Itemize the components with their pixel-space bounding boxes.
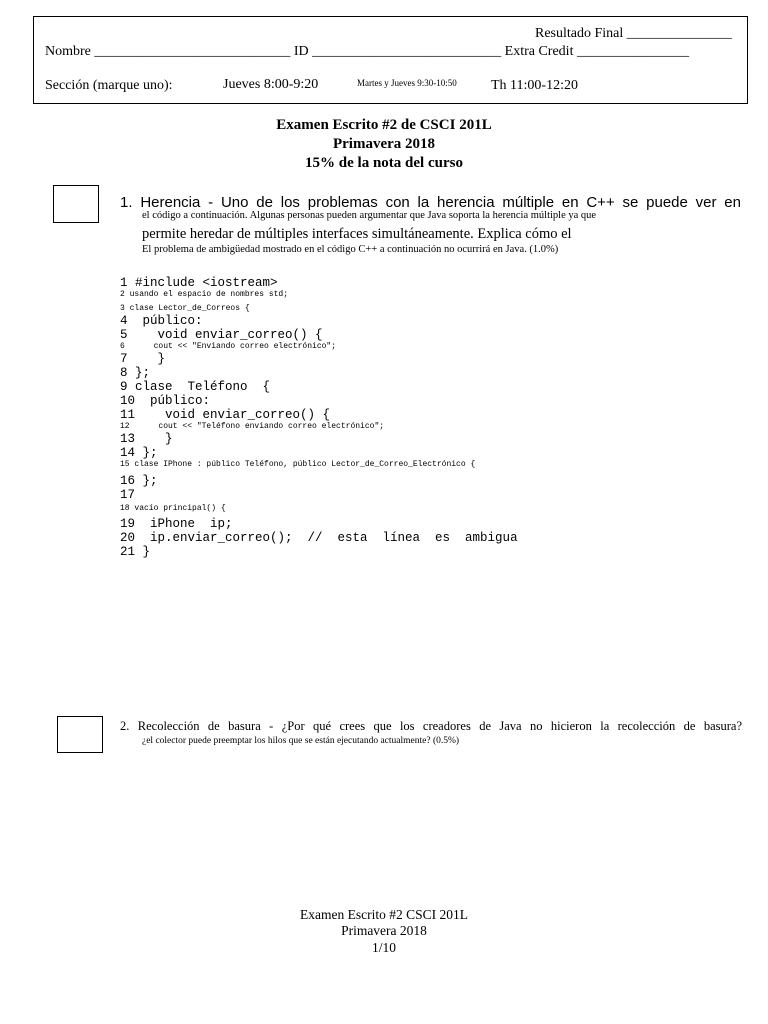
section-label: Sección (marque uno): (45, 78, 173, 93)
code-line-20: 20 ip.enviar_correo(); // esta línea es ambigua (120, 531, 518, 545)
name-id-extra-credit-line[interactable]: Nombre ____________________________ ID ___________________________ Extra Credit ________________ (45, 44, 689, 59)
q1-text-line1: 1. Herencia - Uno de los problemas con la herencia múltiple en C++ se puede ver en (120, 194, 741, 211)
code-line-14: 14 }; (120, 446, 158, 460)
page-number: 1/10 (371, 940, 396, 955)
section-option-th-11[interactable]: Th 11:00-12:20 (491, 78, 578, 93)
q2-text-line1: 2. Recolección de basura - ¿Por qué crees que los creadores de Java no hicieron la recolección de basura? (120, 719, 742, 733)
code-line-15: 15 clase IPhone : público Teléfono, público Lector_de_Correo_Electrónico { (120, 460, 476, 469)
code-line-2: 2 usando el espacio de nombres std; (120, 290, 289, 299)
code-line-10: 10 público: (120, 394, 211, 408)
code-line-8: 8 }; (120, 366, 151, 380)
code-line-18: 18 vacío principal() { (120, 504, 226, 513)
q1-text-line2: el código a continuación. Algunas personas pueden argumentar que Java soporta la herencia múltiple ya que (142, 210, 597, 221)
code-line-12: 12 cout << "Teléfono enviando correo electrónico"; (120, 422, 385, 431)
code-line-19: 19 iPhone ip; (120, 517, 233, 531)
q2-text-line2: ¿el colector puede preemptar los hilos que se están ejecutando actualmente? (0.5%) (142, 736, 460, 746)
code-line-7: 7 } (120, 352, 166, 366)
q2-score-box[interactable] (57, 716, 103, 753)
exam-weight: 15% de la nota del curso (305, 155, 463, 171)
footer-semester: Primavera 2018 (341, 923, 427, 938)
exam-title: Examen Escrito #2 de CSCI 201L (276, 117, 492, 133)
code-line-1: 1 #include <iostream> (120, 276, 278, 290)
code-line-17: 17 (120, 488, 136, 502)
q1-text-line4: El problema de ambigüedad mostrado en el código C++ a continuación no ocurrirá en Java. (1.0%) (142, 244, 559, 255)
code-line-4: 4 público: (120, 314, 203, 328)
exam-semester: Primavera 2018 (332, 136, 436, 152)
final-result-field[interactable]: Resultado Final _______________ (535, 26, 732, 41)
code-line-6: 6 cout << "Enviando correo electrónico"; (120, 342, 337, 351)
code-line-21: 21 } (120, 545, 151, 559)
q1-score-box[interactable] (53, 185, 99, 223)
code-listing (120, 276, 518, 559)
code-line-9: 9 clase Teléfono { (120, 380, 271, 394)
code-line-11: 11 void enviar_correo() { (120, 408, 331, 422)
code-line-3: 3 clase Lector_de_Correos { (120, 304, 250, 313)
code-line-5: 5 void enviar_correo() { (120, 328, 323, 342)
section-option-tue-thu-930[interactable]: Martes y Jueves 9:30-10:50 (357, 78, 457, 88)
code-line-16: 16 }; (120, 474, 158, 488)
code-line-13: 13 } (120, 432, 173, 446)
footer-title: Examen Escrito #2 CSCI 201L (300, 907, 468, 922)
section-option-thursday-8[interactable]: Jueves 8:00-9:20 (223, 77, 319, 92)
q1-text-line3: permite heredar de múltiples interfaces simultáneamente. Explica cómo el (142, 226, 572, 242)
